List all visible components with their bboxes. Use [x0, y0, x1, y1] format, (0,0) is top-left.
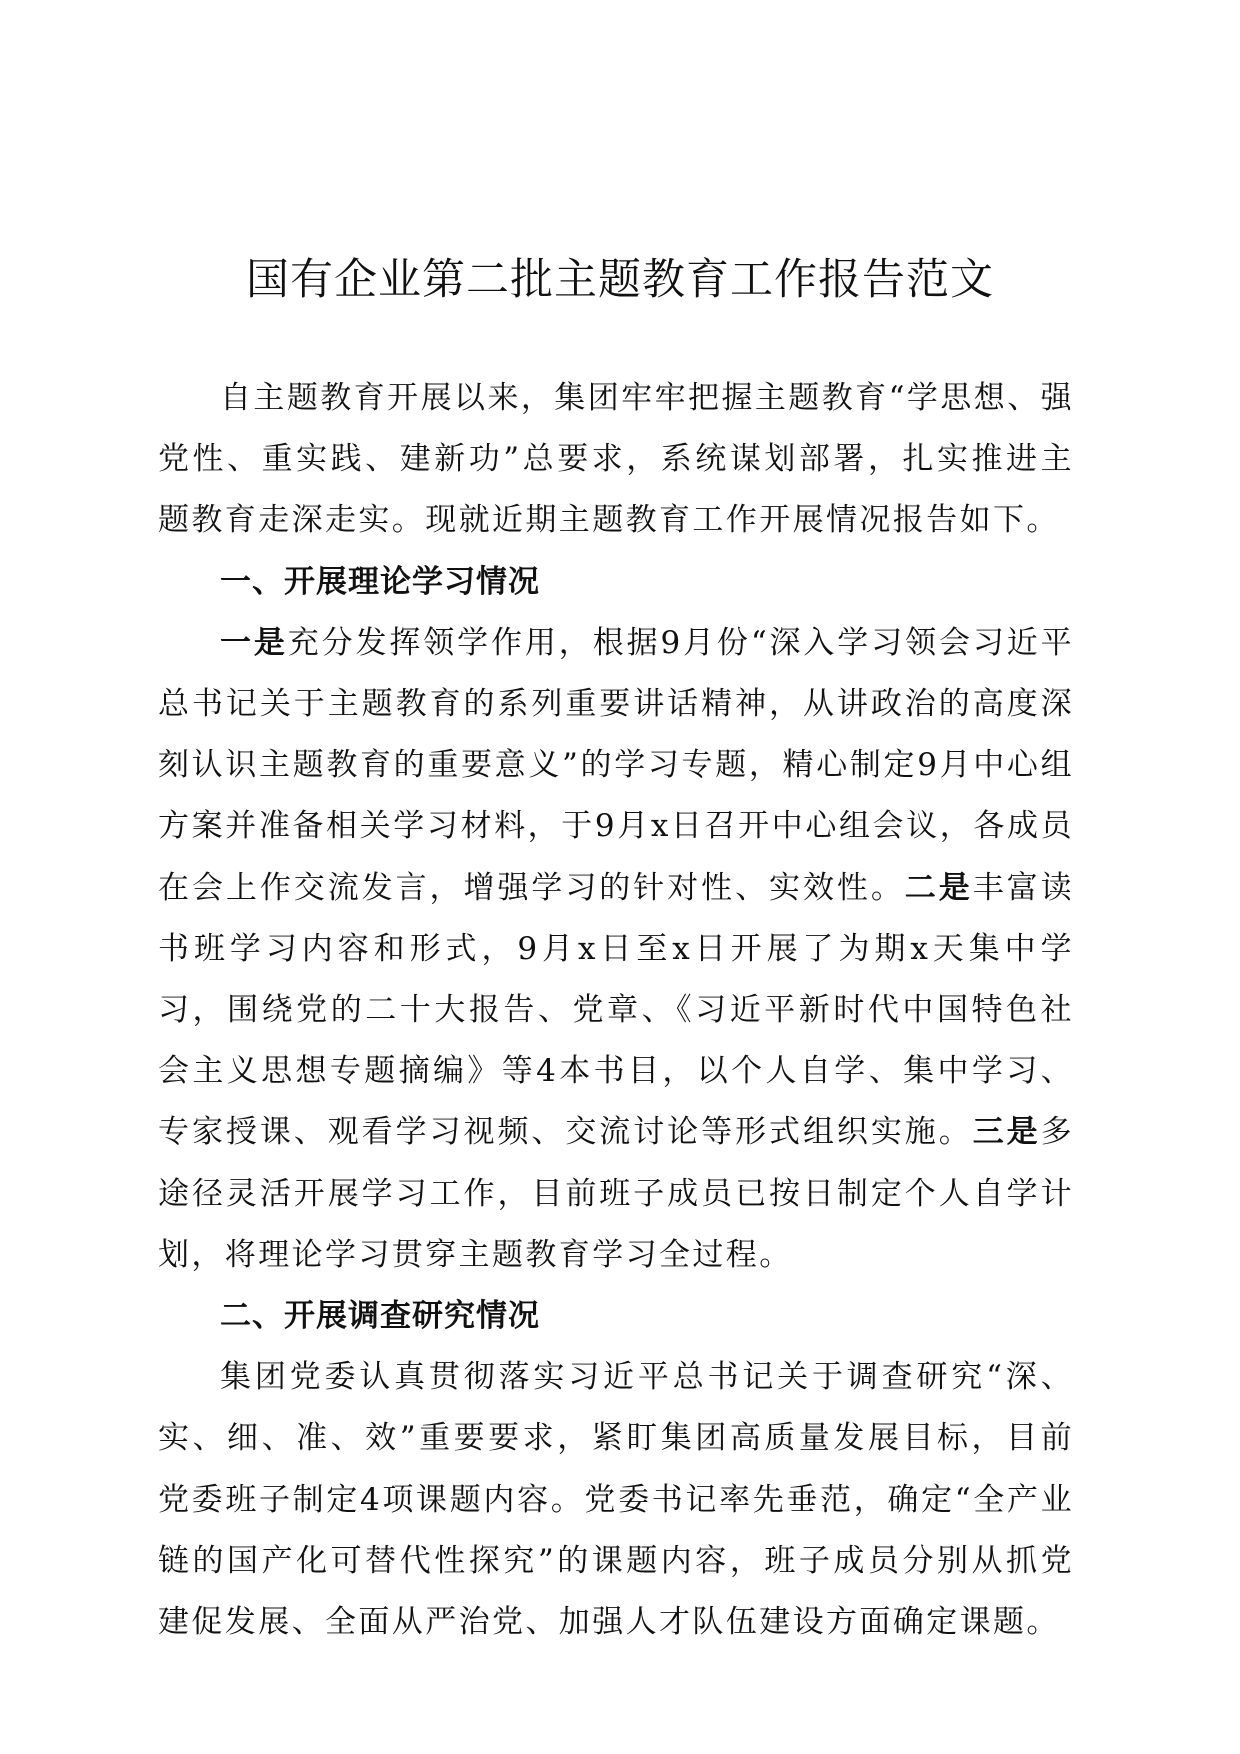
document-title: 国有企业第二批主题教育工作报告范文 — [246, 255, 994, 305]
section-heading-research: 二、开展调查研究情况 — [220, 1298, 540, 1335]
point-one-label: 一是 — [220, 624, 288, 661]
theory-study-paragraph — [158, 613, 1074, 1286]
document-body — [158, 368, 1074, 1653]
research-paragraph: 集团党委认真贯彻落实习近平总书记关于调查研究“深、实、细、准、效”重要要求，紧盯集团高质量发展目标，目前党委班子制定4项课题内容。党委书记率先垂范，确定“全产业链的国产化可替代性探究”的课题内容，班子成员分别从抓党建促发展、全面从严治党、加强人才队伍建设方面确定课题。 — [158, 1359, 1074, 1641]
point-three-label: 三是 — [972, 1114, 1041, 1151]
point-two-text: 丰富读书班学习内容和形式，9月x日至x日开展了为期x天集中学习，围绕党的二十大报告、党章、《习近平新时代中国特色社会主义思想专题摘编》等4本书目，以个人自学、集中学习、专家授课、观看学习视频、交流讨论等形式组织实施。 — [158, 869, 1074, 1151]
point-two-label: 二是 — [904, 869, 973, 906]
point-one-text: 充分发挥领学作用，根据9月份“深入学习领会习近平总书记关于主题教育的系列重要讲话精神，从讲政治的高度深刻认识主题教育的重要意义”的学习专题，精心制定9月中心组方案并准备相关学习材料，于9月x日召开中心组会议，各成员在会上作交流发言，增强学习的针对性、实效性。 — [158, 624, 1074, 906]
section-heading-theory-study: 一、开展理论学习情况 — [220, 563, 540, 600]
point-three-text: 多途径灵活开展学习工作，目前班子成员已按日制定个人自学计划，将理论学习贯穿主题教育学习全过程。 — [158, 1114, 1074, 1273]
intro-paragraph: 自主题教育开展以来，集团牢牢把握主题教育“学思想、强党性、重实践、建新功”总要求，系统谋划部署，扎实推进主题教育走深走实。现就近期主题教育工作开展情况报告如下。 — [158, 380, 1074, 539]
